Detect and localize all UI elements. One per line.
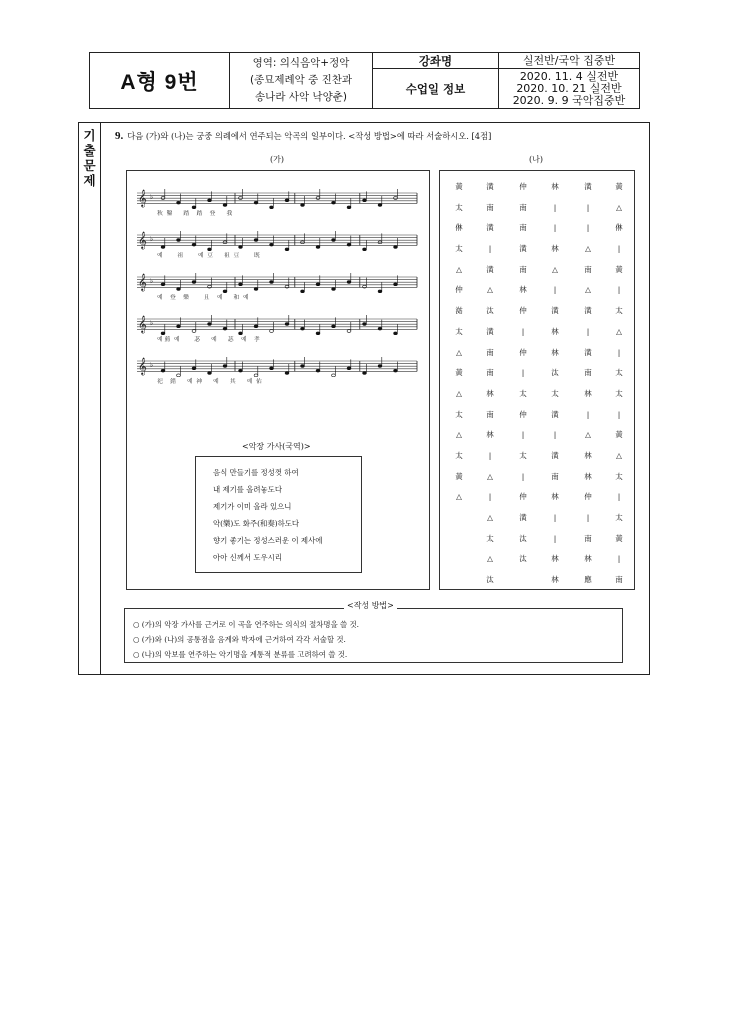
jeongganbo-note: 林 [551, 326, 559, 336]
jeongganbo-note: 南 [584, 264, 592, 274]
jeongganbo-note: 仲 [519, 306, 527, 316]
date-line: 2020. 11. 4 실전반 [519, 69, 619, 83]
jeongganbo-note: 太 [615, 368, 623, 378]
jeongganbo-note: 南 [519, 223, 527, 233]
jeongganbo-note: △ [616, 202, 622, 212]
staff-system [137, 273, 417, 293]
jeongganbo-note: 黃 [615, 264, 623, 274]
jeongganbo-note: 南 [615, 575, 623, 585]
jeongganbo-column [512, 177, 534, 570]
course-value: 실전반/국악 집중반 [522, 53, 616, 67]
course-info [373, 53, 639, 108]
jeongganbo-note: 黃 [455, 471, 463, 481]
treble-clef-icon: 𝄞 [138, 273, 147, 291]
jeongganbo-note: | [553, 223, 557, 233]
staff-system [137, 189, 417, 209]
jeongganbo-note: 林 [551, 347, 559, 357]
jeongganbo-note: 林 [519, 285, 527, 295]
treble-clef-icon: 𝄞 [138, 189, 147, 207]
jeongganbo-note: | [488, 492, 492, 502]
jeongganbo-note: 林 [551, 244, 559, 254]
jeongganbo-note: 太 [486, 533, 494, 543]
lyric-line: 아아 신께서 도우시리 [213, 553, 282, 562]
jeongganbo-note: 黃 [455, 182, 463, 191]
date-line: 2020. 9. 9 국악집중반 [512, 93, 626, 107]
jeongganbo-note: 太 [615, 388, 623, 398]
jeongganbo-note: | [488, 244, 492, 254]
jeongganbo-note: 太 [519, 388, 527, 398]
jeongganbo-note: 林 [551, 575, 559, 585]
writing-method-title: <작성 방법> [344, 600, 397, 611]
jeongganbo-note: 南 [584, 368, 592, 378]
jeongganbo-column [544, 177, 566, 591]
jeongganbo-note: 仲 [519, 409, 527, 419]
jeongganbo-note: 林 [551, 554, 559, 564]
area-cell [230, 53, 373, 108]
date-values [499, 69, 639, 108]
jeongganbo-note: | [617, 492, 621, 502]
jeongganbo-note: 汰 [551, 368, 559, 378]
side-char: 기 [83, 128, 96, 143]
jeongganbo-note: 林 [584, 388, 592, 398]
writing-method-box [124, 608, 623, 663]
staff-lyric: 祀 錯 예 神 예 其 예 佑 [157, 379, 262, 385]
jeongganbo-note: △ [487, 471, 493, 481]
flat-icon: ♭ [150, 361, 154, 369]
jeongganbo-column [608, 177, 630, 591]
treble-clef-icon: 𝄞 [138, 315, 147, 333]
lyric-line: 악(樂)도 화주(和奏)하도다 [213, 519, 300, 528]
treble-clef-icon: 𝄞 [138, 357, 147, 375]
jeongganbo-note: | [553, 513, 557, 522]
jeongganbo-note: 南 [519, 202, 527, 212]
jeongganbo-note: 潢 [551, 450, 559, 460]
jeongganbo-note: △ [487, 285, 493, 295]
jeongganbo-note: | [521, 368, 525, 378]
jeongganbo-note: 汰 [486, 306, 494, 316]
jeongganbo-note: 潢 [519, 244, 527, 254]
jeongganbo-note: △ [616, 450, 622, 460]
jeongganbo-note: △ [456, 347, 462, 357]
jeongganbo-note: | [617, 409, 621, 419]
jeongganbo-note: △ [487, 554, 493, 564]
jeongganbo-note: | [617, 347, 621, 357]
lyric-box [195, 456, 362, 573]
question-body: 다음 (가)와 (나)는 궁중 의례에서 연주되는 악곡의 일부이다. <작성 방법>에 따라 서술하시오. [4점] [127, 131, 492, 141]
jeongganbo-note: 㴌 [455, 306, 463, 316]
jeongganbo-note: 太 [615, 306, 623, 316]
flat-icon: ♭ [150, 193, 154, 201]
jeongganbo-note: 南 [486, 347, 494, 357]
lyric-box-title: <악장 가사(국역)> [242, 442, 311, 451]
jeongganbo-note: 㑣 [455, 223, 463, 233]
method-item: ○ (가)의 악장 가사를 근거로 이 곡을 연주하는 의식의 절차명을 쓸 것. [133, 620, 360, 629]
staff-system [137, 315, 417, 335]
jeongganbo-note: 仲 [519, 347, 527, 357]
staff-lyric: 예 薦 예 苾 예 苾 예 孝 [157, 337, 260, 343]
jeongganbo-note: 㑣 [615, 223, 623, 233]
jeongganbo-note: 南 [519, 264, 527, 274]
jeongganbo-note: 黃 [615, 430, 623, 440]
treble-clef-icon: 𝄞 [138, 231, 147, 249]
jeongganbo-note: 仲 [519, 182, 527, 191]
jeongganbo-note: 潢 [519, 513, 527, 522]
method-item: ○ (가)와 (나)의 공통점을 음계와 박자에 근거하여 각각 서술할 것. [133, 635, 346, 644]
staff-lyric: 예 登 樂 且 예 和 예 [157, 295, 249, 301]
header-table [89, 52, 640, 109]
course-key: 강좌명 [373, 53, 499, 68]
jeongganbo-note: △ [585, 430, 591, 440]
jeongganbo-note: 太 [455, 450, 463, 460]
jeongganbo-note: 林 [486, 430, 494, 440]
area-line: 영역: 의식음악+정악 [252, 57, 350, 69]
staff-lyric: 秋 鑿 踏 踏 登 我 [157, 211, 233, 217]
jeongganbo-note: | [553, 533, 557, 543]
jeongganbo-note: 汰 [519, 533, 527, 543]
side-label [79, 123, 101, 674]
staff-score [126, 170, 430, 590]
jeongganbo-column [577, 177, 599, 591]
jeongganbo-note: △ [585, 244, 591, 254]
jeongganbo-column [479, 177, 501, 591]
jeongganbo-note: | [617, 244, 621, 254]
course-row [373, 53, 639, 69]
jeongganbo-note: △ [585, 285, 591, 295]
jeongganbo-note: 太 [455, 202, 463, 212]
jeongganbo-note: △ [456, 430, 462, 440]
jeongganbo-note: △ [456, 388, 462, 398]
jeongganbo-note: | [553, 285, 557, 295]
staff-lyric: 예 祖 예 豆 祖 豆 既 [157, 253, 260, 259]
jeongganbo-note: 仲 [519, 492, 527, 502]
jeongganbo-note: | [553, 202, 557, 212]
jeongganbo-note: | [617, 285, 621, 295]
jeongganbo-note: 太 [455, 409, 463, 419]
jeongganbo-note: | [586, 223, 590, 233]
jeongganbo-note: △ [456, 264, 462, 274]
jeongganbo-note: | [553, 430, 557, 440]
jeongganbo-note: | [617, 554, 621, 564]
jeongganbo-note: 潢 [486, 264, 494, 274]
flat-icon: ♭ [150, 235, 154, 243]
jeongganbo-note: 太 [615, 513, 623, 522]
jeongganbo-note: | [586, 202, 590, 212]
jeongganbo-note: 南 [584, 533, 592, 543]
jeongganbo-note: | [521, 430, 525, 440]
jeongganbo-note: △ [456, 492, 462, 502]
jeongganbo-note: △ [487, 513, 493, 522]
exam-question-box [78, 122, 650, 675]
jeongganbo-note: 潢 [551, 409, 559, 419]
flat-icon: ♭ [150, 277, 154, 285]
jeongganbo-note: 林 [584, 450, 592, 460]
area-line: 송나라 사악 낙양춘) [255, 91, 347, 103]
date-row [373, 69, 639, 108]
jeongganbo-note: 黃 [615, 182, 623, 191]
jeongganbo-note: | [521, 471, 525, 481]
jeongganbo-note: △ [616, 326, 622, 336]
jeongganbo-note: 黃 [615, 533, 623, 543]
side-char: 출 [83, 143, 96, 158]
date-key: 수업일 정보 [373, 69, 499, 108]
staff-system [137, 231, 417, 251]
problem-title: A형 9번 [90, 53, 230, 108]
side-char: 문 [83, 158, 96, 173]
jeongganbo-note: 仲 [455, 285, 463, 295]
lyric-line: 음식 만들기를 정성껏 하여 [213, 468, 299, 477]
jeongganbo-score [439, 170, 635, 590]
jeongganbo-note: 林 [551, 492, 559, 502]
question-text [115, 130, 491, 142]
jeongganbo-column [448, 177, 470, 508]
jeongganbo-note: 南 [486, 202, 494, 212]
question-number: 9. [115, 130, 124, 142]
jeongganbo-note: 太 [615, 471, 623, 481]
jeongganbo-note: | [521, 326, 525, 336]
jeongganbo-note: 仲 [584, 492, 592, 502]
jeongganbo-note: 南 [551, 471, 559, 481]
jeongganbo-note: 林 [584, 554, 592, 564]
jeongganbo-note: 潢 [584, 306, 592, 316]
area-line: (종묘제례악 중 진찬과 [249, 74, 353, 86]
jeongganbo-note: 南 [486, 368, 494, 378]
jeongganbo-note: 潢 [486, 182, 494, 191]
lyric-line: 내 제기를 올려놓도다 [213, 485, 282, 494]
jeongganbo-note: 南 [486, 409, 494, 419]
jeongganbo-note: 潢 [584, 182, 592, 191]
jeongganbo-note: 太 [455, 326, 463, 336]
label-ga: (가) [270, 155, 284, 164]
jeongganbo-note: 林 [584, 471, 592, 481]
jeongganbo-note: 林 [486, 388, 494, 398]
jeongganbo-note: 潢 [486, 223, 494, 233]
lyric-line: 제기가 이미 올라 있으니 [213, 502, 292, 511]
jeongganbo-note: 潢 [551, 306, 559, 316]
jeongganbo-note: 林 [551, 182, 559, 191]
side-char: 제 [83, 173, 96, 188]
jeongganbo-note: 黃 [455, 368, 463, 378]
date-line: 2020. 10. 21 실전반 [516, 81, 622, 95]
jeongganbo-note: 太 [455, 244, 463, 254]
flat-icon: ♭ [150, 319, 154, 327]
staff-system [137, 357, 417, 377]
label-na: (나) [529, 155, 543, 164]
jeongganbo-note: 太 [519, 450, 527, 460]
jeongganbo-note: | [488, 450, 492, 460]
jeongganbo-note: △ [552, 264, 558, 274]
method-item: ○ (나)의 악보를 연주하는 악기명을 계통적 분류를 고려하여 쓸 것. [133, 650, 348, 659]
jeongganbo-note: | [586, 326, 590, 336]
jeongganbo-note: | [586, 513, 590, 522]
jeongganbo-note: 潢 [486, 326, 494, 336]
lyric-line: 향기 좋기는 정성스러운 이 제사에 [213, 536, 323, 545]
jeongganbo-note: 汰 [519, 554, 527, 564]
jeongganbo-note: 汰 [486, 575, 494, 585]
jeongganbo-note: 潢 [584, 347, 592, 357]
jeongganbo-note: | [586, 409, 590, 419]
jeongganbo-note: 應 [584, 575, 592, 585]
jeongganbo-note: 太 [551, 388, 559, 398]
